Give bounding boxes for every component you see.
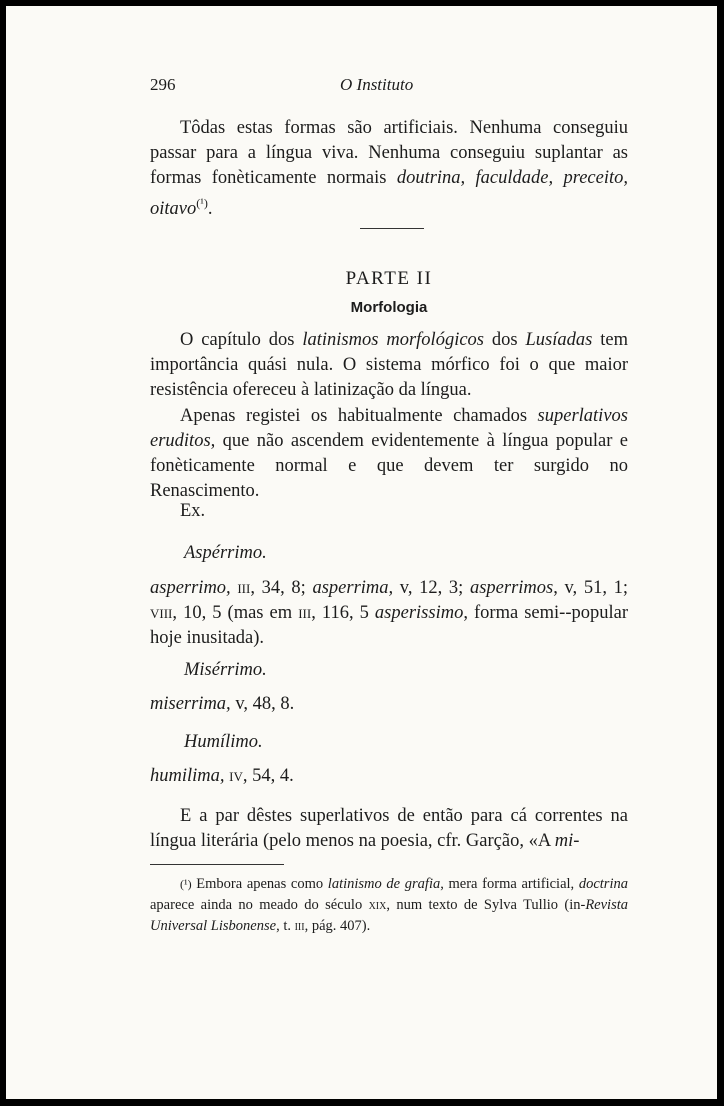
entry-heading-miserrimo: Misérrimo. (184, 660, 267, 680)
p2-text-b: que não ascendem evidentemente à língua popular e fonèticamente normal e que devem ter surgido no Renascimento. (150, 431, 628, 501)
page-number: 296 (150, 75, 176, 94)
intro-end: . (207, 199, 213, 220)
e1-t5: , 10, 5 (mas em (172, 603, 299, 623)
part-title: PARTE II (345, 268, 433, 289)
e1-t7: , forma semi--popular hoje inusitada). (150, 603, 628, 648)
e1-i3: asperrimos (469, 578, 554, 598)
fn-t4: , num texto de Sylva Tullio (in- (386, 897, 586, 913)
p1-text-c: tem importância quási nula. O sistema mórfico foi o que maior resistência ofereceu à latinização da língua. (150, 330, 628, 400)
running-header (150, 72, 628, 96)
footnote (150, 874, 628, 937)
e3-t2: , 54, 4. (242, 766, 294, 786)
e1-i4: asperissimo (374, 603, 464, 623)
e1-sc2: viii (150, 603, 173, 623)
paragraph-1 (150, 328, 628, 403)
e3-i1: humilima, (150, 766, 225, 786)
fn-i1: latinismo de grafia (327, 876, 441, 892)
e1-sc3: iii (298, 603, 312, 623)
paragraph-2 (150, 404, 628, 504)
fn-t3: aparece ainda no meado do século (150, 897, 369, 913)
e2-t1: v, 48, 8. (230, 694, 295, 714)
entry-humilimo (150, 764, 628, 789)
intro-words: doutrina, faculdade, preceito, oitavo (150, 168, 629, 220)
ex-text: Ex. (180, 501, 206, 521)
paragraph-3 (150, 804, 628, 854)
part-subtitle: Morfologia (350, 299, 428, 316)
fn-i2: doctrina (578, 876, 628, 892)
e3-sc1: iv (229, 766, 243, 786)
footnote-ref: (¹) (196, 196, 208, 210)
e1-i2: asperrima, (312, 578, 394, 598)
example-label (150, 499, 628, 524)
e1-t2: , 34, 8; (250, 578, 313, 598)
e1-t4: , v, 51, 1; (553, 578, 628, 598)
intro-text: Tôdas estas formas são artificiais. Nenhuma conseguiu passar para a língua viva. Nenhuma conseguiu suplantar as formas fonèticamente normais (150, 118, 628, 188)
fn-mark: (¹) (180, 877, 192, 891)
p1-italic-b: Lusíadas (525, 330, 593, 350)
entry-asperrimo (150, 576, 628, 651)
intro-paragraph (150, 116, 628, 222)
journal-title: O Instituto (340, 75, 414, 94)
entry-heading-asperrimo: Aspérrimo. (184, 543, 267, 563)
section-divider (360, 228, 424, 229)
fn-i3: Revista Universal Lisbonense (150, 897, 628, 934)
e1-i1: asperrimo, (150, 578, 231, 598)
entry-heading-humilimo: Humílimo. (184, 732, 263, 752)
fn-sc1: xix (368, 897, 387, 913)
page (6, 6, 717, 1099)
e1-t6: , 116, 5 (311, 603, 375, 623)
e1-sc1: iii (237, 578, 251, 598)
p3-italic: mi- (554, 831, 580, 851)
fn-t5: , t. (276, 918, 295, 934)
p3-text: E a par dêstes superlativos de então para cá correntes na língua literária (pelo menos na poesia, cfr. Garção, «A (150, 806, 628, 851)
p1-text-b: dos (484, 330, 526, 350)
fn-t6: , pág. 407). (304, 918, 371, 934)
fn-t1: Embora apenas como (191, 876, 328, 892)
footnote-rule (150, 864, 284, 865)
p2-italic-a: superlativos eruditos, (150, 406, 628, 451)
entry-miserrimo (150, 692, 628, 717)
p1-italic-a: latinismos morfológicos (302, 330, 484, 350)
p2-text-a: Apenas registei os habitualmente chamados (180, 406, 538, 426)
fn-sc2: iii (294, 918, 305, 934)
e2-i1: miserrima, (150, 694, 231, 714)
fn-t2: , mera forma artificial, (440, 876, 579, 892)
p1-text-a: O capítulo dos (180, 330, 303, 350)
e1-t3: v, 12, 3; (393, 578, 470, 598)
